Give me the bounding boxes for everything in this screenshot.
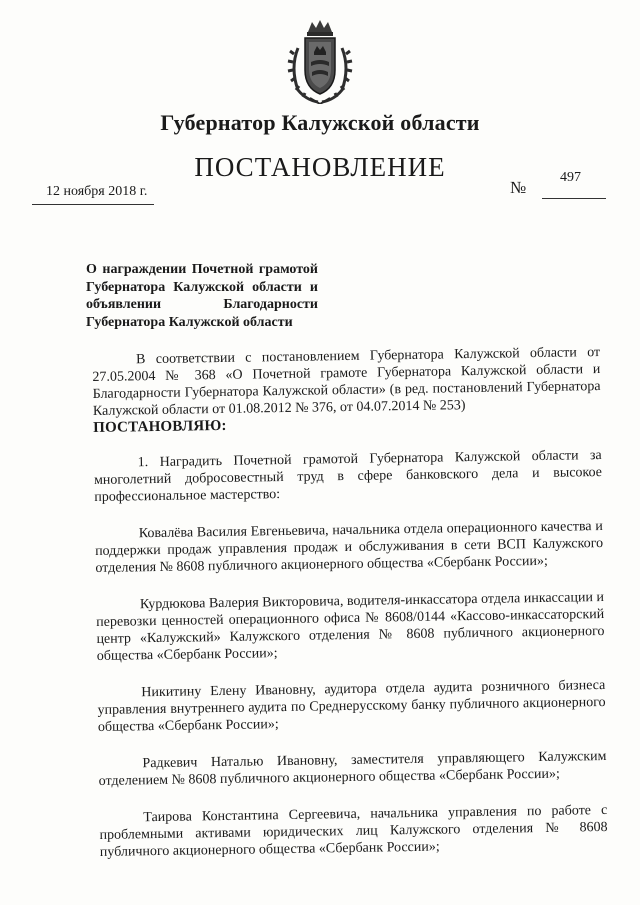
awardee-paragraph: Никитину Елену Ивановну, аудитора отдела аудита розничного бизнеса управления внутреннего аудита по Среднерусскому банку публичного акционерного общества «Сбербанк России»; bbox=[97, 677, 606, 735]
number-label: № bbox=[510, 178, 527, 197]
preamble-paragraph: В соответствии с постановлением Губернатора Калужской области от 27.05.2004 № 368 «О Почетной грамоте Губернатора Калужской области и Благодарности Губернатора Калужской области» (в ред. постановлений Губернатора Калужской области от 01.08.2012 № 376, от 04.07.2014 № 253) bbox=[92, 345, 601, 419]
governor-title: Губернатор Калужской области bbox=[160, 110, 480, 135]
document-number: 497 bbox=[560, 170, 581, 185]
document-body bbox=[92, 344, 608, 861]
date-underline bbox=[32, 204, 154, 205]
resolve-heading: ПОСТАНОВЛЯЮ: bbox=[93, 417, 227, 436]
awardee-paragraph: Таирова Константина Сергеевича, начальника управления по работе с проблемными активами юридических лиц Калужского отделения № 8608 публичного акционерного общества «Сбербанк России»; bbox=[99, 802, 608, 860]
awardee-paragraph: Ковалёва Василия Евгеньевича, начальника отдела операционного качества и поддержки продаж управления продаж и обслуживания в сети ВСП Калужского отделения № 8608 публичного акционерного общества «Сбербанк России»; bbox=[95, 518, 604, 576]
document-subject: О награждении Почетной грамотой Губернатора Калужской области и объявлении Благодарности Губернатора Калужской области bbox=[86, 262, 318, 330]
item-1-paragraph: 1. Наградить Почетной грамотой Губернатора Калужской области за многолетний добросовестный труд в сфере банковского дела и высокое профессиональное мастерство: bbox=[93, 448, 603, 505]
awardee-paragraph: Радкевич Наталью Ивановну, заместителя управляющего Калужским отделением № 8608 публичного акционерного общества «Сбербанк России»; bbox=[98, 748, 607, 789]
coat-of-arms-emblem bbox=[284, 18, 356, 104]
coat-of-arms-icon bbox=[284, 18, 356, 104]
document-date: 12 ноября 2018 г. bbox=[46, 184, 148, 199]
document-type-heading: ПОСТАНОВЛЕНИЕ bbox=[194, 152, 446, 182]
number-underline bbox=[542, 198, 606, 199]
awardee-paragraph: Курдюкова Валерия Викторовича, водителя-инкассатора отдела инкассации и перевозки ценностей операционного офиса № 8608/0144 «Кассово-инкассаторский центр «Калужский» Калужского отделения № 8608 публичного акционерного общества «Сбербанк России»; bbox=[96, 589, 605, 664]
